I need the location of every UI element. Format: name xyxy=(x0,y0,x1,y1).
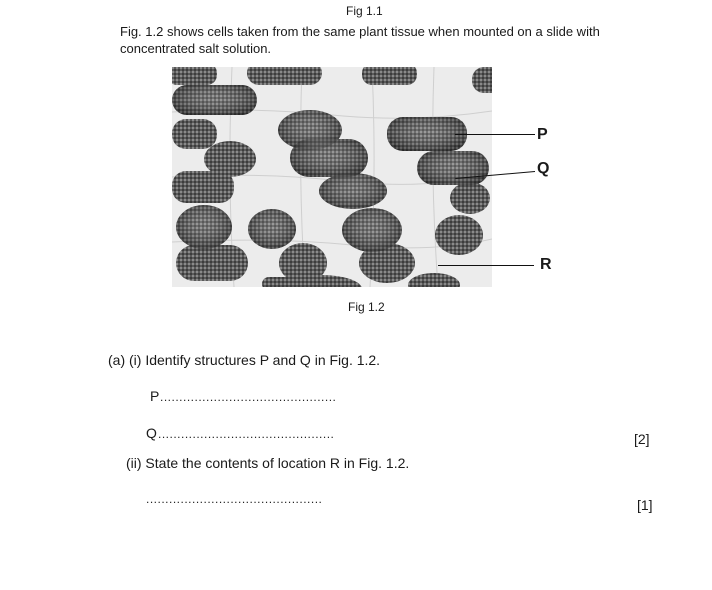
marks-a-i: [2] xyxy=(634,431,650,447)
figure-heading-top: Fig 1.1 xyxy=(346,4,383,18)
intro-line-1: Fig. 1.2 shows cells taken from the same plant tissue when mounted on a slide with xyxy=(120,24,600,39)
question-a-ii: (ii) State the contents of location R in Fig. 1.2. xyxy=(126,455,410,471)
leader-line-p xyxy=(455,134,535,135)
leader-line-r xyxy=(438,265,534,266)
label-q: Q xyxy=(537,160,550,177)
answer-q-line[interactable]: .............................................. xyxy=(158,427,335,441)
marks-a-ii: [1] xyxy=(637,497,653,513)
answer-p-line[interactable]: .............................................. xyxy=(160,390,337,404)
answer-p-prefix: P xyxy=(150,388,160,404)
question-a-i: (a) (i) Identify structures P and Q in Fig. 1.2. xyxy=(108,352,381,368)
intro-line-2: concentrated salt solution. xyxy=(120,41,272,56)
answer-r-line[interactable]: .............................................. xyxy=(146,492,323,506)
figure-caption: Fig 1.2 xyxy=(348,300,385,314)
label-r: R xyxy=(540,256,552,273)
plasmolysed-cells-illustration xyxy=(172,67,492,287)
answer-q-prefix: Q xyxy=(146,425,157,441)
micrograph-image xyxy=(172,67,492,287)
label-p: P xyxy=(537,126,548,143)
